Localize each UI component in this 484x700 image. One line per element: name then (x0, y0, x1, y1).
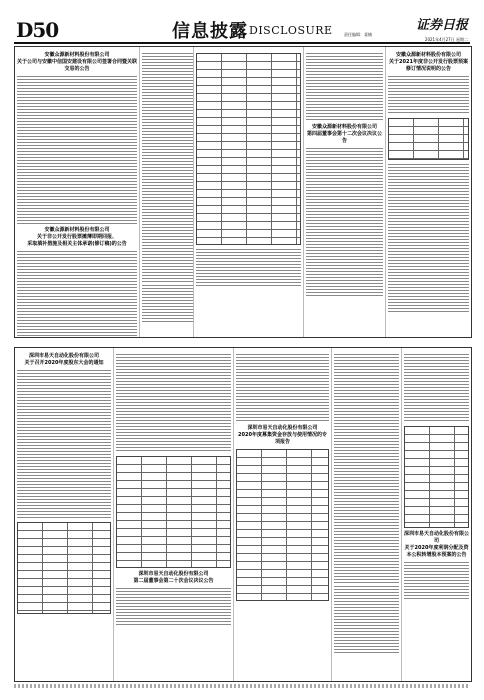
body-text (17, 369, 111, 519)
bottom-column-3 (233, 348, 331, 681)
announcement-title: 安徽众源新材料股份有限公司 关于2021年度非公开发行股票预案修订情况说明的公告 (389, 52, 468, 72)
data-table (116, 456, 231, 568)
announcement-title: 深圳市易天自动化股份有限公司 第二届董事会第二十次会议决议公告 (133, 571, 214, 584)
body-text (116, 353, 231, 453)
page-number: D50 (16, 18, 59, 42)
top-column-3-table (193, 47, 303, 337)
editor-line: 责任编辑：姜楠 (344, 32, 372, 37)
masthead (14, 14, 470, 44)
disclosure-block-top (14, 46, 472, 338)
data-table (388, 118, 469, 160)
issue-meta (344, 32, 468, 42)
announcement-title: 深圳市易天自动化股份有限公司 关于召开2020年度股东大会的通知 (24, 353, 104, 366)
body-text (17, 75, 137, 225)
data-table (17, 522, 111, 614)
announcement-title: 安徽众源新材料股份有限公司 第四届董事会第十二次会议决议公告 (306, 124, 382, 144)
body-text (306, 52, 383, 122)
date-line: 2021年4月27日 星期二 (424, 37, 468, 42)
announcement-title: 深圳市易天自动化股份有限公司 关于2020年度利润分配及资本公积转增股本预案的公告 (404, 531, 470, 558)
top-column-5 (385, 47, 471, 337)
body-text (388, 163, 469, 313)
bottom-column-5 (401, 348, 471, 681)
body-text (236, 353, 329, 423)
bottom-column-2 (113, 348, 233, 681)
bottom-column-4 (331, 348, 401, 681)
body-text (116, 587, 231, 627)
top-column-4 (303, 47, 385, 337)
announcement-title: 深圳市易天自动化股份有限公司 2020年度募集资金存放与使用情况的专项报告 (238, 425, 327, 445)
data-table (236, 449, 329, 601)
announcement-title: 安徽众源新材料股份有限公司 关于公司与安徽中信国安建设有限公司签署合同暨关联交易的公告 (17, 52, 138, 72)
data-table (404, 426, 469, 528)
section-title: 信息披露 (172, 21, 248, 42)
body-text (388, 75, 469, 115)
body-text (17, 250, 137, 337)
data-table (196, 53, 301, 245)
section-title-english: DISCLOSURE (249, 24, 333, 37)
top-column-1 (15, 47, 139, 337)
body-text (334, 585, 399, 655)
body-text (334, 353, 399, 583)
footer-rule (14, 684, 470, 688)
bottom-column-1 (15, 348, 113, 681)
body-text (404, 353, 469, 423)
body-text (196, 248, 301, 288)
body-text (404, 561, 469, 601)
announcement-title: 安徽众源新材料股份有限公司 关于非公开发行股票摊薄即期回报、 采取填补措施及相关主体承诺(修订稿)的公告 (27, 227, 127, 247)
body-text (306, 147, 383, 297)
disclosure-block-bottom (14, 347, 472, 682)
newspaper-logo: 证券日报 (415, 18, 468, 33)
